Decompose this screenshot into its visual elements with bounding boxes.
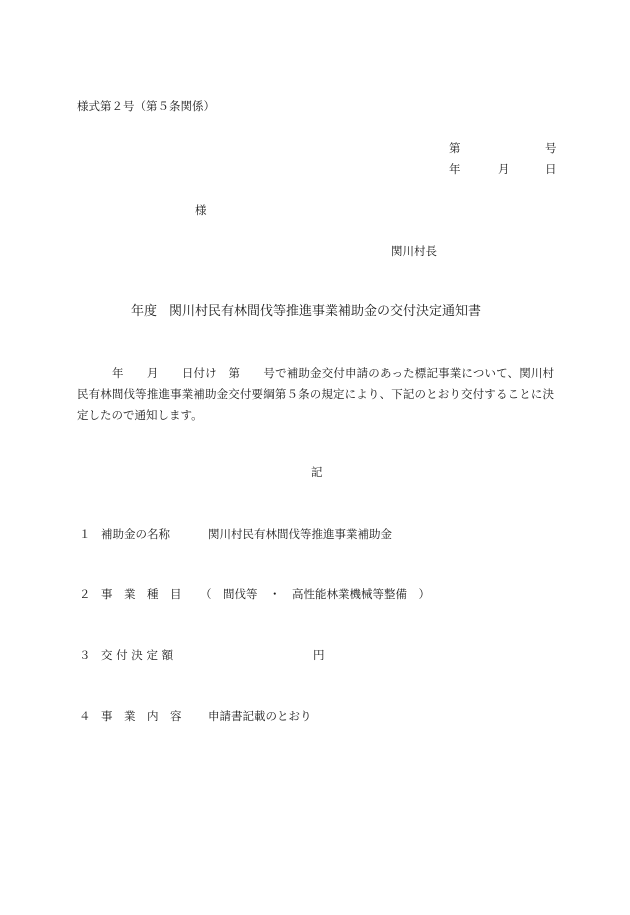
ki-heading: 記 xyxy=(311,465,323,479)
item-label-project-content: 事 業 内 容 xyxy=(101,709,182,723)
document-number-suffix: 号 xyxy=(545,141,557,155)
item-label-grant-amount: 交 付 決 定 額 xyxy=(101,648,174,662)
item-label-subsidy-name: 補助金の名称 xyxy=(101,527,170,541)
item-number: ３ xyxy=(79,648,91,662)
document-title xyxy=(131,305,481,318)
item-label-project-type: 事 業 種 目 xyxy=(101,587,182,601)
item-value-grant-amount: 円 xyxy=(313,648,325,662)
item-value-subsidy-name: 関川村民有林間伐等推進事業補助金 xyxy=(208,527,392,541)
title-text: 関川村民有林間伐等推進事業補助金の交付決定通知書 xyxy=(169,304,482,319)
addressee-honorific: 様 xyxy=(195,203,207,217)
item-number: １ xyxy=(79,527,91,541)
document-number-prefix: 第 xyxy=(449,141,461,155)
form-number: 様式第２号（第５条関係） xyxy=(77,99,215,113)
sender-name: 関川村長 xyxy=(391,244,437,258)
item-value-project-type: （ 間伐等 ・ 高性能林業機械等整備 ） xyxy=(200,587,430,601)
date-year: 年 xyxy=(449,162,461,176)
date-day: 日 xyxy=(545,162,557,176)
date-month: 月 xyxy=(498,162,510,176)
item-number: ２ xyxy=(79,587,91,601)
title-fiscal-year: 年度 xyxy=(131,304,158,319)
item-number: ４ xyxy=(79,709,91,723)
notice-body: 年 月 日付け 第 号で補助金交付申請のあった標記事業について、関川村民有林間伐等推進事業補助金交付要綱第５条の規定により、下記のとおり交付することに決定したので通知します。 xyxy=(77,366,554,422)
item-value-project-content: 申請書記載のとおり xyxy=(208,709,312,723)
